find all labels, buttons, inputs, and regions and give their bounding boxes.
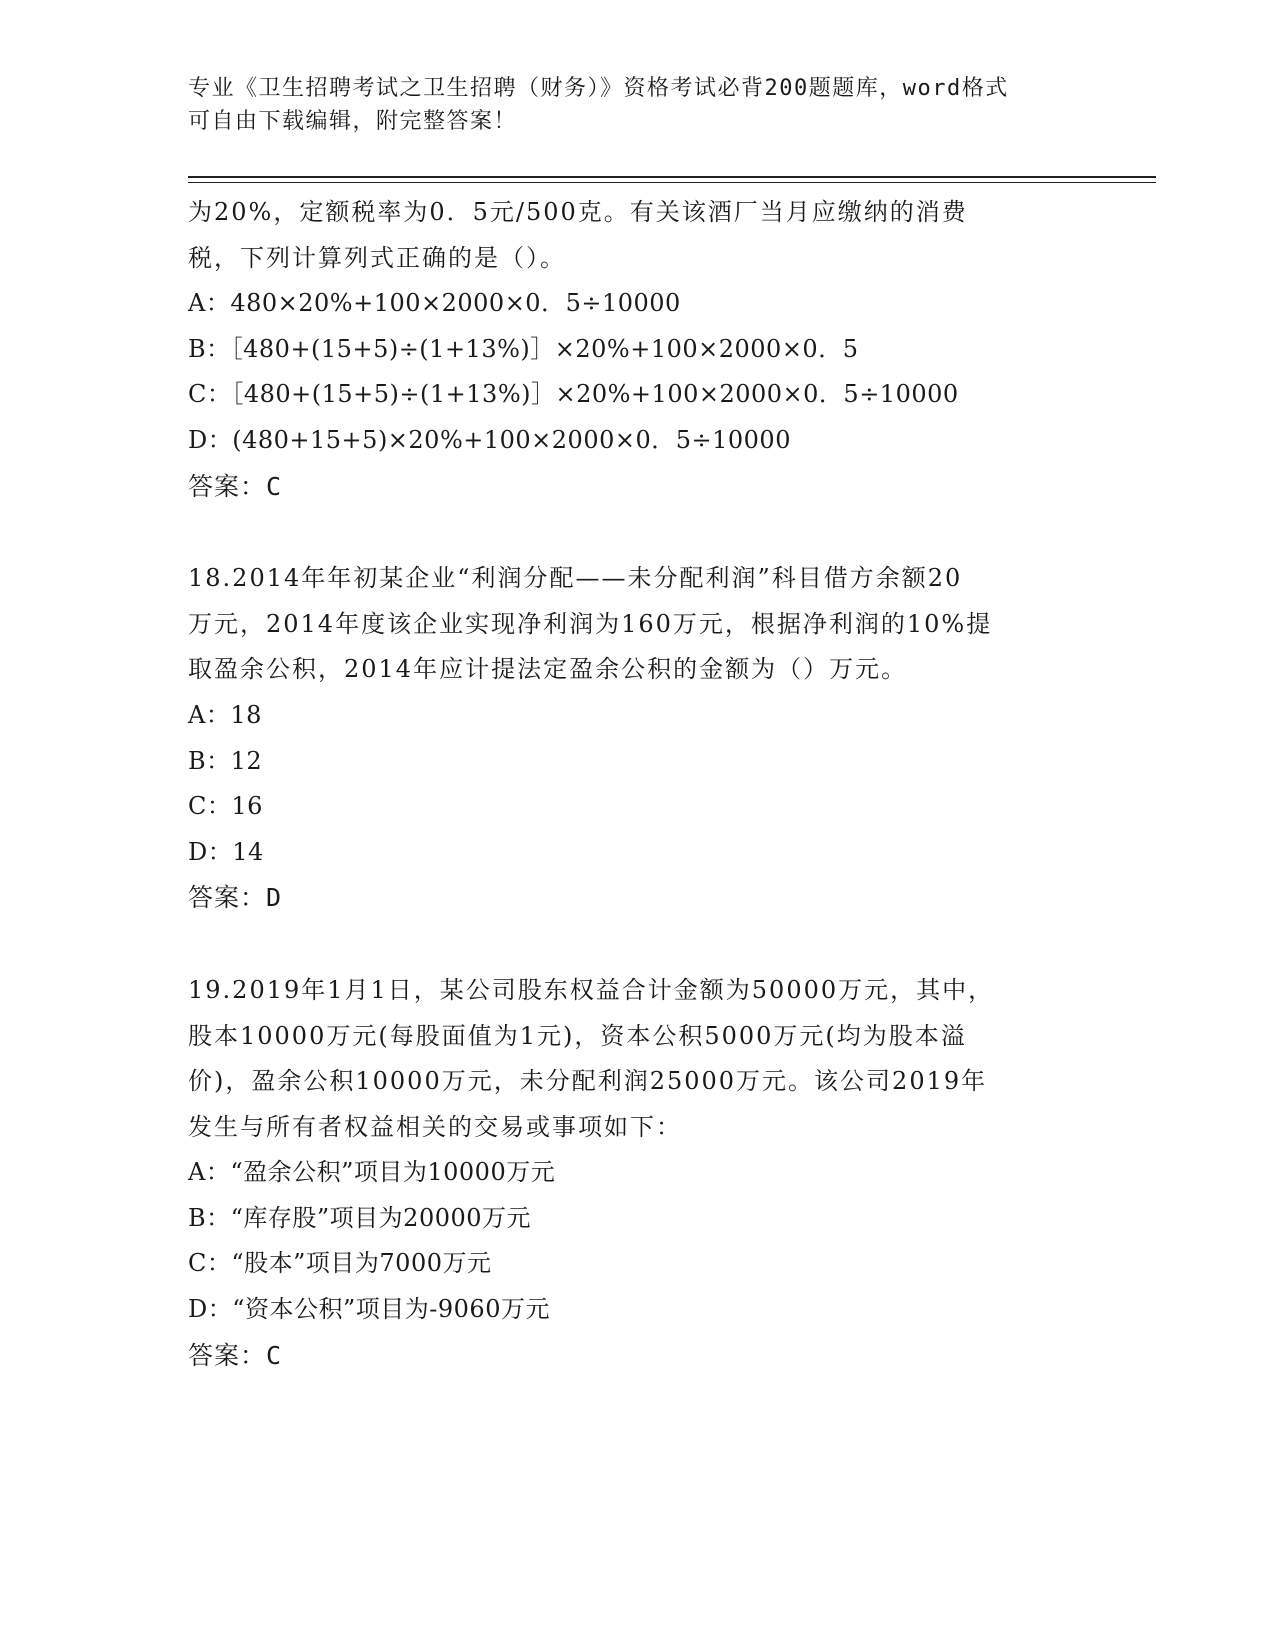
answer-text: 答案：D bbox=[188, 883, 283, 913]
option-d: D：“资本公积”项目为-9060万元 bbox=[188, 1295, 550, 1324]
question-stem: 万元，2014年度该企业实现净利润为160万元，根据净利润的10%提 bbox=[188, 609, 993, 638]
option-a: A：480×20%+100×2000×0．5÷10000 bbox=[188, 289, 681, 318]
option-c: C：［480+(15+5)÷(1+13%)］×20%+100×2000×0．5÷10000 bbox=[188, 380, 959, 409]
document-header bbox=[188, 72, 1088, 138]
option-b: B：［480+(15+5)÷(1+13%)］×20%+100×2000×0．5 bbox=[188, 334, 859, 363]
option-c: C：16 bbox=[188, 792, 263, 821]
answer-text: 答案：C bbox=[188, 471, 283, 501]
option-d: D：(480+15+5)×20%+100×2000×0．5÷10000 bbox=[188, 425, 791, 454]
question-stem: 股本10000万元(每股面值为1元)，资本公积5000万元(均为股本溢 bbox=[188, 1021, 967, 1050]
question-stem: 税，下列计算列式正确的是（）。 bbox=[188, 243, 566, 272]
question-stem: 发生与所有者权益相关的交易或事项如下： bbox=[188, 1112, 682, 1141]
option-d: D：14 bbox=[188, 837, 264, 866]
question-list bbox=[188, 190, 1088, 1378]
question-stem: 19.2019年1月1日，某公司股东权益合计金额为50000万元，其中， bbox=[188, 975, 995, 1004]
header-divider-thick bbox=[188, 176, 1156, 178]
question-19 bbox=[188, 968, 1088, 1378]
question-stem: 取盈余公积，2014年应计提法定盈余公积的金额为（）万元。 bbox=[188, 655, 908, 684]
question-stem: 价)，盈余公积10000万元，未分配利润25000万元。该公司2019年 bbox=[188, 1067, 988, 1096]
question-18 bbox=[188, 556, 1088, 921]
option-b: B：“库存股”项目为20000万元 bbox=[188, 1203, 532, 1232]
question-spacer bbox=[188, 509, 1088, 556]
header-subtitle-line: 可自由下载编辑，附完整答案！ bbox=[188, 109, 518, 134]
question-stem: 为20%，定额税率为0．5元/500克。有关该酒厂当月应缴纳的消费 bbox=[188, 198, 968, 226]
option-a: A：“盈余公积”项目为10000万元 bbox=[188, 1158, 556, 1187]
question-17 bbox=[188, 190, 1088, 509]
option-b: B：12 bbox=[188, 746, 263, 775]
question-stem: 18.2014年年初某企业“利润分配——未分配利润”科目借方余额20 bbox=[188, 564, 963, 593]
question-spacer bbox=[188, 921, 1088, 968]
answer-text: 答案：C bbox=[188, 1340, 283, 1370]
option-a: A：18 bbox=[188, 700, 262, 729]
header-title-line: 专业《卫生招聘考试之卫生招聘（财务）》资格考试必背200题题库，word格式 bbox=[188, 76, 1009, 101]
option-c: C：“股本”项目为7000万元 bbox=[188, 1249, 492, 1278]
header-divider-thin bbox=[188, 182, 1156, 183]
